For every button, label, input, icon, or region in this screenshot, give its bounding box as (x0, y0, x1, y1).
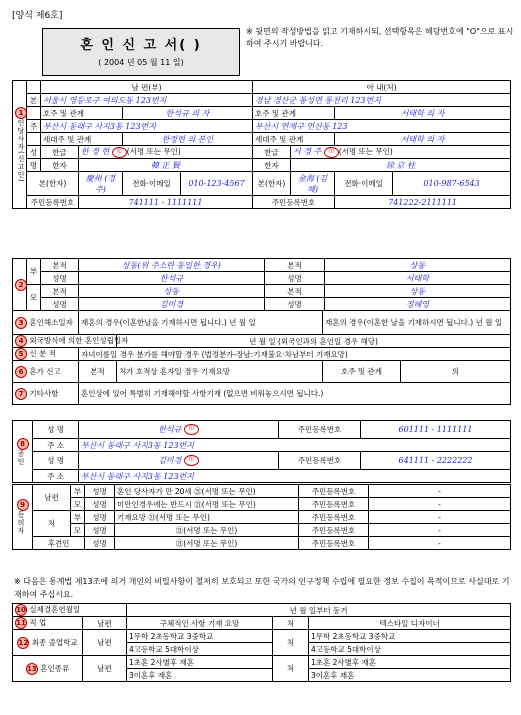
consent-husband: 남편 (33, 485, 71, 511)
husband-rrn[interactable]: 741111 - 1111111 (128, 197, 203, 207)
consent-r4-rrn: 주민등록번호 (299, 524, 369, 537)
wf-father-bonjeok-label: 본적 (265, 259, 325, 272)
row-label-so (27, 133, 41, 146)
consent-r5-dash[interactable]: - (369, 537, 511, 550)
circle-8: 8 (17, 438, 29, 450)
stat12-edu-w1[interactable]: 1무학 2초등학교 3중학교 (309, 630, 511, 643)
side-label-parties: 인당사자(신고인) (17, 118, 25, 183)
w1-addr[interactable]: 부산시 동래구 사지3동 123번지 (81, 440, 194, 450)
w1-seal-icon: 印 (184, 424, 199, 435)
sec3-label: 혼인해소일자 (29, 317, 73, 327)
stat13-kind-h2[interactable]: 3이혼후 재혼 (127, 669, 273, 682)
section-1-side (13, 81, 27, 209)
stat12-edu-h2[interactable]: 4고등학교 5대학이상 (127, 643, 273, 656)
consent-w-bu: 부 (71, 511, 85, 524)
consent-h-bu: 부 (71, 485, 85, 498)
circle-6: 6 (15, 366, 27, 378)
circle-3: 3 (15, 317, 27, 329)
wife-rrn-label: 주민등록번호 (253, 196, 335, 209)
stat13-label: 혼인종류 (40, 663, 70, 673)
w1-rrn[interactable]: 601111 - 1111111 (398, 425, 473, 434)
sec4-label: 외국방식에 의한 혼인성립일자 (29, 336, 129, 345)
wf-mother-name[interactable]: 정혜영 (405, 299, 430, 309)
consent-r5-rrn: 주민등록번호 (299, 537, 369, 550)
husband-phone[interactable]: 010-123-4567 (188, 179, 245, 188)
sec6-col1: 본적 (79, 361, 117, 383)
section-9-side (13, 485, 33, 550)
wife-bon[interactable]: 金海 (김해) (297, 173, 328, 194)
hb-mother-name-label: 성명 (41, 298, 79, 311)
section-8-side (13, 421, 33, 483)
consent-g-name: 성명 (85, 537, 115, 550)
wife-hoju-label: 호주 및 관계 (253, 107, 335, 120)
sec3-right[interactable]: 재혼의 경우(이혼한 날을 기재하시면 됩니다.) 년 월 일 (323, 311, 511, 335)
w2-addr[interactable]: 부산시 동래구 사지3동 123번지 (81, 471, 194, 481)
hb-mother-bonjeok-label: 본적 (41, 285, 79, 298)
form-number: [양식 제6호] (12, 11, 63, 21)
w1-name-label: 성 명 (33, 421, 79, 439)
wife-bonhanja-label: 본(한자) (253, 172, 291, 196)
sec7-label: 기타사항 (29, 388, 59, 398)
wife-phone[interactable]: 010-987-6543 (423, 179, 480, 188)
husband-name-hangeul[interactable]: 한 정 현 (81, 147, 110, 157)
wife-rrn[interactable]: 741222-2111111 (388, 197, 457, 207)
stat11-husband: 남편 (83, 617, 127, 630)
consent-h-mo: 모 (71, 498, 85, 511)
stat12-wife: 처 (273, 630, 309, 656)
consent-h-mo-name: 성명 (85, 498, 115, 511)
circle-7: 7 (15, 388, 27, 400)
w2-seal-icon: 印 (184, 455, 199, 466)
husband-bon[interactable]: 慶州 (경주) (85, 173, 116, 194)
husband-hoju-label: 호주 및 관계 (41, 107, 123, 120)
instruction-note: ※ 뒷면의 작성방법을 읽고 기재하시되, 선택항목은 해당번호에 "O"으로 표시하여 주시기 바랍니다. (246, 27, 514, 48)
sec4-label-cell (13, 335, 129, 348)
sec5-value[interactable]: 자녀이름일 경우 분가를 해야할 경우 (법정분가-장남:기재불요·차남부터 기재요망) (79, 348, 511, 361)
stat10-label: 실제결혼연월일 (29, 605, 81, 614)
parties-table (12, 80, 511, 209)
stat12-label-cell (13, 630, 83, 656)
wife-hangeul-label: 한글 (253, 146, 291, 159)
consent-r4[interactable]: ㉑(서명 또는 무인) (115, 524, 299, 537)
husband-hangeul-label: 한글 (41, 146, 79, 159)
wife-name-hangeul[interactable]: 서 경 주 (293, 147, 322, 157)
stat13-kind-w2[interactable]: 3이혼후 재혼 (309, 669, 511, 682)
w1-addr-label: 주 소 (33, 439, 79, 452)
circle-4: 4 (15, 335, 27, 347)
stat12-label: 최종 졸업학교 (31, 637, 78, 647)
sec5-label-cell (13, 348, 79, 361)
stat11-job-h[interactable]: 구체적인 사항 기재 요망 (127, 617, 273, 630)
husband-header: 남 편(부) (41, 81, 253, 94)
circle-1: 1 (15, 107, 27, 119)
wf-mother-bonjeok-label: 본적 (265, 285, 325, 298)
stat12-edu-h1[interactable]: 1무학 2초등학교 3중학교 (127, 630, 273, 643)
w2-name[interactable]: 김미경 (158, 455, 182, 465)
misc-sections-table (12, 310, 511, 405)
husband-rrn-label: 주민등록번호 (27, 196, 79, 209)
sec5-label: 신 분 적 (29, 349, 56, 358)
hb-mother-name[interactable]: 김미경 (159, 299, 184, 309)
row-label-myeong: 명 (27, 159, 41, 172)
wife-sedae-label: 세대주 및 관계 (253, 133, 335, 146)
sec6-col3: 호주 및 관계 (323, 361, 401, 383)
stat11-label: 직 업 (29, 618, 47, 627)
husband-hoju[interactable]: 한석규 의 자 (165, 108, 210, 118)
circle-5: 5 (15, 348, 27, 360)
consent-r1-rrn: 주민등록번호 (299, 485, 369, 498)
consent-side-label: 동의자 (17, 511, 25, 535)
form-title: 혼 인 신 고 서( ) (80, 38, 202, 53)
stat11-label-cell (13, 617, 83, 630)
hb-father-name[interactable]: 한석규 (159, 273, 184, 283)
husband-bonhanja-label: 본(한자) (27, 172, 79, 196)
sec6-col2[interactable]: 처가 호적상 혼자일 경우 기재요망 (117, 361, 323, 383)
witness-table (12, 420, 511, 483)
stat13-husband: 남편 (83, 656, 127, 682)
sec3-left[interactable]: 재혼의 경우(이혼한날을 기재하시면 됩니다.) 년 월 일 (79, 311, 323, 335)
stat13-wife: 처 (273, 656, 309, 682)
wf-mother-name-label: 성명 (265, 298, 325, 311)
hb-father-bonjeok-label: 본적 (41, 259, 79, 272)
wife-hoju[interactable]: 서태학 의 자 (400, 108, 445, 118)
statistics-note: ※ 다음은 통계법 제13조에 의거 개인의 비밀사항이 철저히 보호되고 또한 국가의 인구정책 수립에 필요한 정보 수집이 목적이므로 사실대로 기재하여 주십시요. (14, 577, 510, 599)
consent-w-mo-name: 성명 (85, 524, 115, 537)
wf-father-name-label: 성명 (265, 272, 325, 285)
sec7-value[interactable]: 혼인상에 있어 특별히 기재해야할 사항기재 (없으면 비워놓으시면 됩니다.) (79, 383, 511, 405)
hb-father-name-label: 성명 (41, 272, 79, 285)
sec7-label-cell (13, 383, 79, 405)
circle-10: 10 (16, 606, 26, 614)
circle-2: 2 (15, 279, 27, 291)
consent-w-mo: 모 (71, 524, 85, 537)
circle-13: 13 (26, 664, 37, 673)
husband-address[interactable]: 부산시 동래구 사지3동 123번지 (43, 121, 156, 131)
stat10-value[interactable]: 년 월 일부터 동거 (127, 604, 511, 617)
consent-r3-rrn: 주민등록번호 (299, 511, 369, 524)
sec6-col4[interactable]: 의 (401, 361, 511, 383)
wife-hanja-label: 한자 (253, 159, 291, 172)
circle-12: 12 (18, 638, 29, 647)
husband-phone-label: 전화·이메일 (123, 172, 181, 196)
sec4-value[interactable]: 년 월 일 (외국인과의 혼인일 경우 해당) (117, 335, 511, 348)
hb-mother-bonjeok[interactable]: 상동 (163, 286, 180, 296)
wife-bonjeok[interactable]: 경남 경산군 통성면 통천리 123번지 (255, 95, 381, 105)
statistics-table (12, 603, 511, 682)
w2-rrn-label: 주민등록번호 (279, 452, 361, 470)
sec6-label-cell (13, 361, 79, 383)
husband-sign-text: (서명 또는 무인) (126, 147, 181, 157)
consent-r3-dash[interactable]: - (369, 511, 511, 524)
consent-r5[interactable]: ㉑(서명 또는 무인) (115, 537, 299, 550)
row-label-seong: 성 (27, 146, 41, 159)
consent-r2[interactable]: 미만인경우에는 반드시 ㉑(서명 또는 무인) (115, 498, 299, 511)
wife-sign-text: (서명 또는 무인) (338, 147, 393, 157)
label-bu: 부 (27, 259, 41, 285)
consent-r1-dash[interactable]: - (369, 485, 511, 498)
form-title-box (42, 28, 240, 76)
wf-mother-bonjeok[interactable]: 상동 (409, 286, 426, 296)
wife-sedae[interactable]: 서태학 의 자 (400, 134, 445, 144)
stat11-wife: 처 (273, 617, 309, 630)
wife-seal-icon: 印 (324, 147, 339, 158)
wf-father-name[interactable]: 서태학 (405, 273, 430, 283)
consent-r2-dash[interactable]: - (369, 498, 511, 511)
consent-r4-dash[interactable]: - (369, 524, 511, 537)
section-2-side (13, 259, 27, 311)
sec6-label: 혼가 신고 (29, 366, 61, 376)
husband-seal-icon: 印 (112, 147, 127, 158)
wife-phone-label: 전화·이메일 (335, 172, 393, 196)
stat10-label-cell (13, 604, 127, 617)
label-mo: 모 (27, 285, 41, 311)
husband-sedae-label: 세대주 및 관계 (41, 133, 123, 146)
row-label-bon: 본 (27, 94, 41, 107)
consent-h-bu-name: 성명 (85, 485, 115, 498)
form-date: ( 2004 년 05 월 11 일) (98, 58, 184, 67)
circle-9: 9 (17, 499, 29, 511)
consent-w-bu-name: 성명 (85, 511, 115, 524)
consent-r3[interactable]: 기재요망 ㉑(서명 또는 무인) (115, 511, 299, 524)
stat13-kind-w1[interactable]: 1초혼 2사별후 재혼 (309, 656, 511, 669)
husband-name-hanja[interactable]: 韓 正 賢 (150, 160, 181, 170)
wife-header: 아 내(처) (253, 81, 511, 94)
header-gubun (27, 81, 41, 94)
parents-table (12, 258, 511, 311)
wf-father-bonjeok[interactable]: 상동 (409, 260, 426, 270)
husband-sedae[interactable]: 한정현 의 본인 (161, 134, 214, 144)
stat13-kind-h1[interactable]: 1초혼 2사별후 재혼 (127, 656, 273, 669)
witness-side-label: 증인 (17, 449, 25, 466)
row-label-ju: 주 (27, 120, 41, 133)
w2-addr-label: 주 소 (33, 470, 79, 483)
w1-rrn-label: 주민등록번호 (279, 421, 361, 439)
sec3-label-cell (13, 311, 79, 335)
stat12-edu-w2[interactable]: 4고등학교 5대학이상 (309, 643, 511, 656)
stat12-husband: 남편 (83, 630, 127, 656)
stat11-job-w[interactable]: 텍스타일 디자이너 (309, 617, 511, 630)
wife-name-hanja[interactable]: 徐 京 柱 (386, 160, 416, 170)
husband-hanja-label: 한자 (41, 159, 79, 172)
circle-11: 11 (16, 619, 26, 627)
consent-r1[interactable]: 혼인 당사자가 만 20세 ㉑(서명 또는 무인) (115, 485, 299, 498)
w2-rrn[interactable]: 641111 - 2222222 (398, 456, 473, 465)
consent-table (12, 484, 511, 550)
wife-address[interactable]: 부산시 연제구 연산동 123 (255, 121, 348, 131)
husband-bonjeok[interactable]: 서울시 영등포구 여의도동 123번지 (43, 95, 167, 105)
stat13-label-cell (13, 656, 83, 682)
w1-name[interactable]: 한석규 (158, 424, 182, 434)
row-label-juk (27, 107, 41, 120)
consent-wife: 처 (33, 511, 71, 537)
hb-father-bonjeok[interactable]: 상동(위 주소란 동일한 경우) (122, 260, 221, 270)
consent-r2-rrn: 주민등록번호 (299, 498, 369, 511)
w2-name-label: 성 명 (33, 452, 79, 470)
consent-guardian: 후견인 (33, 537, 85, 550)
